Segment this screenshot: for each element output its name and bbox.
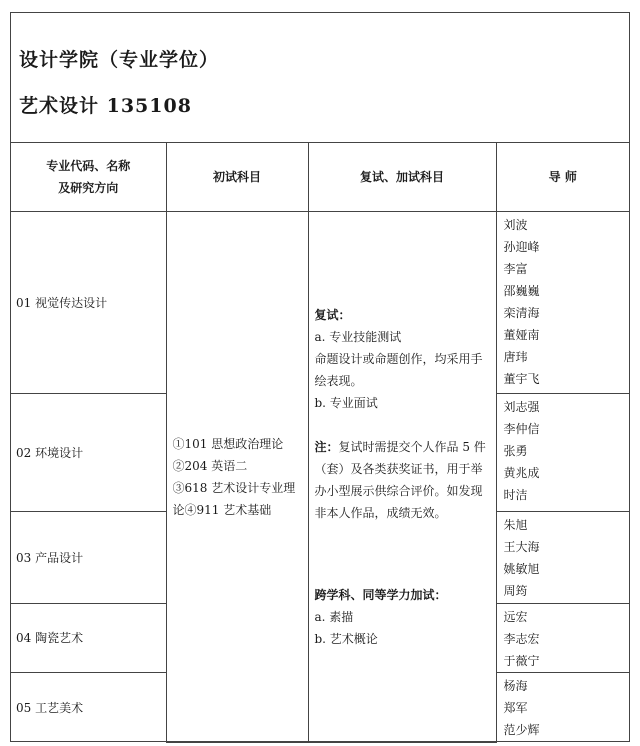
tutor-name: 刘波: [503, 217, 528, 232]
tutor-cell: [496, 672, 629, 742]
tutor-cell: [496, 603, 629, 672]
tutor-cell: [496, 211, 629, 393]
major-title: 艺术设计 135108: [19, 95, 192, 117]
table-header-row: [11, 143, 629, 211]
tutor-name: 于薇宁: [503, 653, 540, 668]
tutor-name: 朱旭: [503, 517, 528, 532]
tutor-name: 孙迎峰: [503, 239, 540, 254]
tutor-name: 时洁: [503, 487, 528, 502]
document-sheet: [10, 12, 630, 742]
exam-item: ③618 艺术设计专业理: [172, 480, 296, 495]
tutor-name: 黄兆成: [503, 465, 540, 480]
header-retest: 复试、加试科目: [308, 143, 496, 211]
tutor-name: 董娅南: [503, 327, 540, 342]
direction-cell: 02 环境设计: [11, 393, 166, 511]
tutor-name: 郑军: [503, 700, 528, 715]
tutor-name: 栾清海: [503, 305, 540, 320]
table-row: [11, 211, 629, 393]
admission-table: [11, 143, 629, 743]
tutor-name: 刘志强: [503, 399, 540, 414]
tutor-name: 李富: [503, 261, 528, 276]
tutor-name: 范少辉: [503, 722, 540, 737]
retest-cell: 复试： a. 专业技能测试 命题设计或命题创作，均采用手 绘表现。 b. 专业面试 注：复试时需提交个人作品 5 件 （套）及各类获奖证书，用于举 办小型展示供综合评价。如发现 非本人作品，成绩无效。 跨学科、同等学力加试： a. 素描 b. 艺术概论: [308, 211, 496, 742]
tutor-name: 董宇飞: [503, 371, 540, 386]
direction-cell: 01 视觉传达设计: [11, 211, 166, 393]
document-header: [11, 13, 629, 143]
tutor-name: 李仲信: [503, 421, 540, 436]
direction-cell: 04 陶瓷艺术: [11, 603, 166, 672]
exam-item: ②204 英语二: [172, 458, 248, 473]
tutor-name: 李志宏: [503, 631, 540, 646]
tutor-name: 张勇: [503, 443, 528, 458]
direction-cell: 03 产品设计: [11, 511, 166, 603]
exam-item: 论④911 艺术基础: [172, 502, 272, 517]
tutor-name: 唐玮: [503, 349, 528, 364]
header-tutor: 导 师: [496, 143, 629, 211]
header-direction: 专业代码、名称 及研究方向: [11, 143, 166, 211]
college-title: 设计学院（专业学位）: [19, 49, 220, 71]
direction-cell: 05 工艺美术: [11, 672, 166, 742]
tutor-name: 邵巍巍: [503, 283, 540, 298]
retest-note: 注：复试时需提交个人作品 5 件: [314, 439, 486, 454]
tutor-name: 远宏: [503, 609, 528, 624]
retest-title: 复试：: [314, 307, 351, 322]
tutor-name: 周筠: [503, 583, 528, 598]
tutor-name: 杨海: [503, 678, 528, 693]
header-initial-exam: 初试科目: [166, 143, 308, 211]
initial-exam-cell: [166, 211, 308, 742]
exam-item: ①101 思想政治理论: [172, 436, 284, 451]
tutor-cell: [496, 393, 629, 511]
tutor-name: 王大海: [503, 539, 540, 554]
tutor-name: 姚敏旭: [503, 561, 540, 576]
extra-exam-title: 跨学科、同等学力加试：: [314, 587, 447, 602]
tutor-cell: [496, 511, 629, 603]
